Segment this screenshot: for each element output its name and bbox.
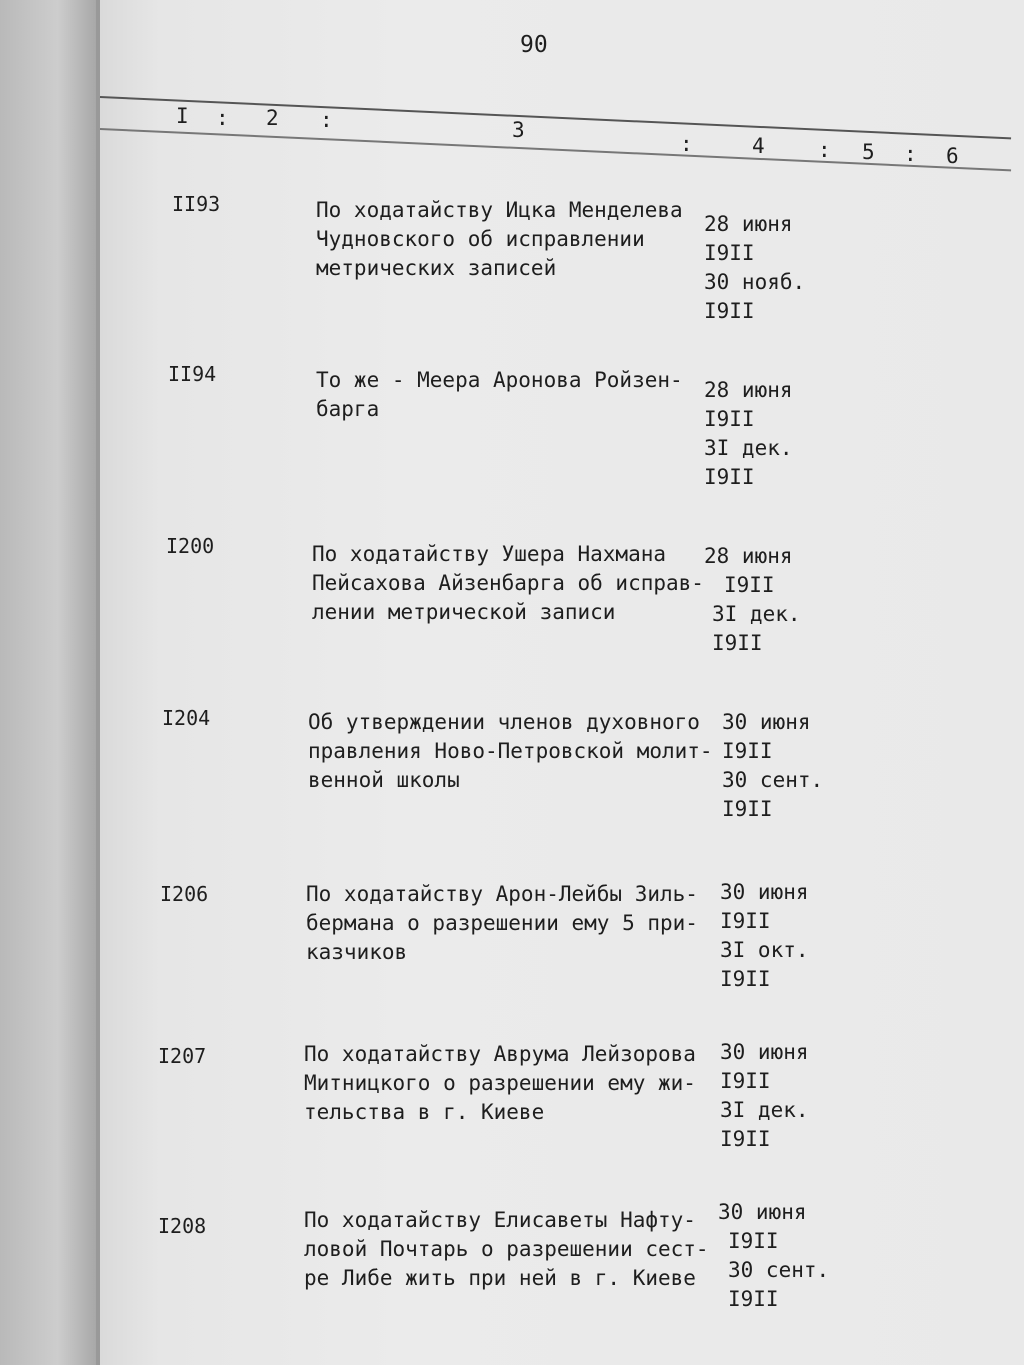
description-line: По ходатайству Елисаветы Нафту- <box>304 1208 696 1232</box>
column-header-3: 3 <box>512 118 525 142</box>
column-header-6: 6 <box>946 144 959 168</box>
description-line: метрических записей <box>316 256 557 280</box>
end-year: I9II <box>728 1287 779 1311</box>
start-year: I9II <box>720 909 771 933</box>
start-year: I9II <box>720 1069 771 1093</box>
record-number: I204 <box>162 706 211 730</box>
record-description <box>308 708 713 795</box>
column-header-separator: : <box>904 142 917 166</box>
record-dates <box>704 210 805 326</box>
end-date: 3I дек. <box>712 602 801 626</box>
description-line: По ходатайству Арон-Лейбы Зиль- <box>306 882 698 906</box>
start-year: I9II <box>704 241 755 265</box>
column-header-4: 4 <box>752 134 765 158</box>
description-line: То же - Меера Аронова Ройзен- <box>316 368 683 392</box>
description-line: Митницкого о разрешении ему жи- <box>304 1071 696 1095</box>
record-number: I206 <box>160 882 209 906</box>
column-header-separator: : <box>680 132 693 156</box>
description-line: тельства в г. Киеве <box>304 1100 545 1124</box>
description-line: По ходатайству Аврума Лейзорова <box>304 1042 696 1066</box>
record-dates <box>718 1198 829 1314</box>
start-date: 30 июня <box>720 1040 809 1064</box>
end-year: I9II <box>712 631 763 655</box>
description-line: барга <box>316 397 380 421</box>
description-line: Пейсахова Айзенбарга об исправ- <box>312 571 704 595</box>
record-number: I200 <box>166 534 215 558</box>
column-header-separator: : <box>320 108 333 132</box>
start-year: I9II <box>728 1229 779 1253</box>
start-year: I9II <box>724 573 775 597</box>
end-date: 3I окт. <box>720 938 809 962</box>
end-year: I9II <box>704 465 755 489</box>
start-year: I9II <box>722 739 773 763</box>
header-top-rule <box>100 96 1011 139</box>
column-header-2: 2 <box>266 106 279 130</box>
end-date: 30 нояб. <box>704 270 806 294</box>
record-description <box>306 880 698 967</box>
description-line: лении метрической записи <box>312 600 616 624</box>
record-dates <box>704 542 801 658</box>
end-date: 3I дек. <box>720 1098 809 1122</box>
column-header-5: 5 <box>862 140 875 164</box>
start-date: 28 июня <box>704 544 793 568</box>
record-description <box>316 196 683 283</box>
column-header-separator: : <box>216 106 229 130</box>
record-dates <box>722 708 823 824</box>
description-line: ре Либе жить при ней в г. Киеве <box>304 1266 696 1290</box>
end-date: 30 сент. <box>722 768 824 792</box>
record-description <box>312 540 704 627</box>
start-date: 28 июня <box>704 212 793 236</box>
start-date: 30 июня <box>722 710 811 734</box>
page-number: 90 <box>520 32 548 58</box>
start-date: 30 июня <box>718 1200 807 1224</box>
previous-page-edge <box>0 0 96 1365</box>
record-number: I207 <box>158 1044 207 1068</box>
record-number: II94 <box>168 362 217 386</box>
end-date: 3I дек. <box>704 436 793 460</box>
end-year: I9II <box>704 299 755 323</box>
record-number: I208 <box>158 1214 207 1238</box>
end-year: I9II <box>720 1127 771 1151</box>
record-description <box>304 1206 709 1293</box>
record-dates <box>720 878 809 994</box>
record-description <box>316 366 683 424</box>
record-dates <box>704 376 793 492</box>
description-line: бермана о разрешении ему 5 при- <box>306 911 698 935</box>
description-line: правления Ново-Петровской молит- <box>308 739 713 763</box>
description-line: венной школы <box>308 768 460 792</box>
start-date: 30 июня <box>720 880 809 904</box>
end-year: I9II <box>720 967 771 991</box>
record-number: II93 <box>172 192 221 216</box>
binding-fold <box>96 0 100 1365</box>
description-line: Чудновского об исправлении <box>316 227 645 251</box>
end-date: 30 сент. <box>728 1258 830 1282</box>
description-line: ловой Почтарь о разрешении сест- <box>304 1237 709 1261</box>
start-year: I9II <box>704 407 755 431</box>
description-line: По ходатайству Ицка Менделева <box>316 198 683 222</box>
start-date: 28 июня <box>704 378 793 402</box>
description-line: Об утверждении членов духовного <box>308 710 700 734</box>
record-dates <box>720 1038 809 1154</box>
description-line: казчиков <box>306 940 408 964</box>
column-header-1: I <box>176 104 189 128</box>
description-line: По ходатайству Ушера Нахмана <box>312 542 667 566</box>
end-year: I9II <box>722 797 773 821</box>
record-description <box>304 1040 696 1127</box>
column-header-separator: : <box>818 138 831 162</box>
